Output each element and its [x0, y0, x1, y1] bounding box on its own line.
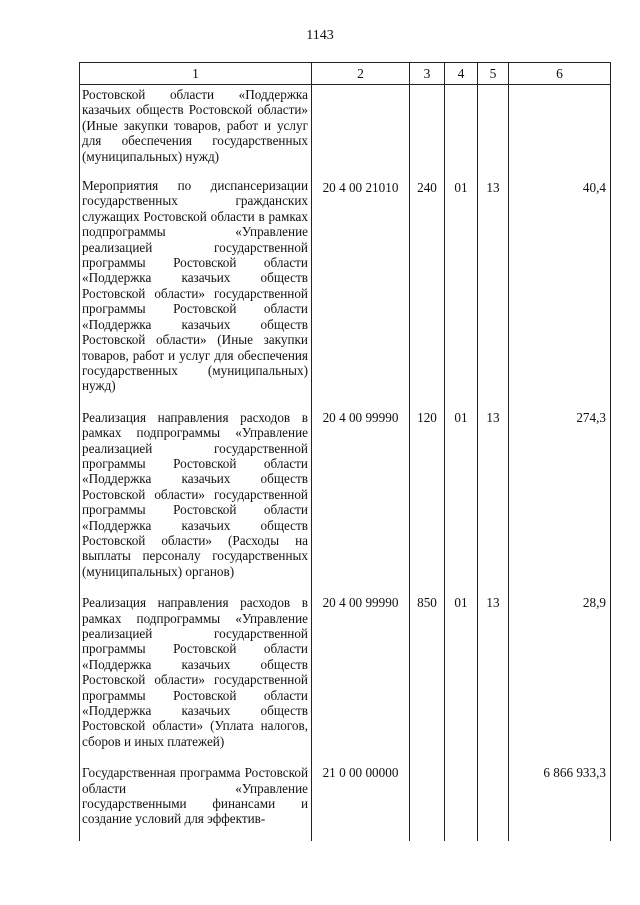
- column-header-code: 2: [312, 63, 410, 85]
- row-section: 01: [445, 593, 478, 763]
- row-amount: [509, 85, 611, 179]
- row-amount: 274,3: [509, 408, 611, 593]
- row-section: [445, 85, 478, 179]
- row-subsection: [478, 763, 509, 841]
- row-target-code: 20 4 00 21010: [312, 178, 410, 408]
- row-subsection: [478, 85, 509, 179]
- table-row: [80, 85, 611, 179]
- row-expense-type: 240: [410, 178, 445, 408]
- row-section: 01: [445, 408, 478, 593]
- table-row: [80, 593, 611, 763]
- row-expense-type: 850: [410, 593, 445, 763]
- budget-table: [79, 62, 611, 841]
- table-row: [80, 763, 611, 841]
- table-row: [80, 408, 611, 593]
- row-target-code: 21 0 00 00000: [312, 763, 410, 841]
- column-header-subsection: 5: [478, 63, 509, 85]
- row-target-code: [312, 85, 410, 179]
- row-expense-type: [410, 763, 445, 841]
- row-description: Реализация направления расходов в рамках подпрограммы «Управление реализацией государственной программы Ростовской области «Поддержка казачьих обществ Ростовской области» государственной программы Ростовской области «Поддержка казачьих обществ Ростовской области» (Расходы на выплаты персоналу государственных (муниципальных) органов): [80, 408, 312, 593]
- row-section: [445, 763, 478, 841]
- row-amount: 40,4: [509, 178, 611, 408]
- page-number: 1143: [306, 28, 334, 43]
- column-header-amount: 6: [509, 63, 611, 85]
- row-description: Реализация направления расходов в рамках подпрограммы «Управление реализацией государственной программы Ростовской области «Поддержка казачьих обществ Ростовской области» государственной программы Ростовской области «Поддержка казачьих обществ Ростовской области» (Уплата налогов, сборов и иных платежей): [80, 593, 312, 763]
- row-subsection: 13: [478, 178, 509, 408]
- table-header-row: [80, 63, 611, 85]
- row-description: Мероприятия по диспансеризации государственных гражданских служащих Ростовской области в рамках подпрограммы «Управление реализацией государственной программы Ростовской области «Поддержка казачьих обществ Ростовской области» государственной программы Ростовской области «Поддержка казачьих обществ Ростовской области» (Иные закупки товаров, работ и услуг для обеспечения государственных (муниципальных) нужд): [80, 178, 312, 408]
- row-description: Государственная программа Ростовской области «Управление государственными финансами и создание условий для эффектив-: [80, 763, 312, 841]
- column-header-expense-type: 3: [410, 63, 445, 85]
- column-header-name: 1: [80, 63, 312, 85]
- row-amount: 28,9: [509, 593, 611, 763]
- row-section: 01: [445, 178, 478, 408]
- row-amount: 6 866 933,3: [509, 763, 611, 841]
- table-row: [80, 178, 611, 408]
- row-description: Ростовской области «Поддержка казачьих обществ Ростовской области» (Иные закупки товаров, работ и услуг для обеспечения государственных (муниципальных) нужд): [80, 85, 312, 179]
- row-target-code: 20 4 00 99990: [312, 408, 410, 593]
- row-expense-type: 120: [410, 408, 445, 593]
- column-header-section: 4: [445, 63, 478, 85]
- row-expense-type: [410, 85, 445, 179]
- row-target-code: 20 4 00 99990: [312, 593, 410, 763]
- row-subsection: 13: [478, 593, 509, 763]
- row-subsection: 13: [478, 408, 509, 593]
